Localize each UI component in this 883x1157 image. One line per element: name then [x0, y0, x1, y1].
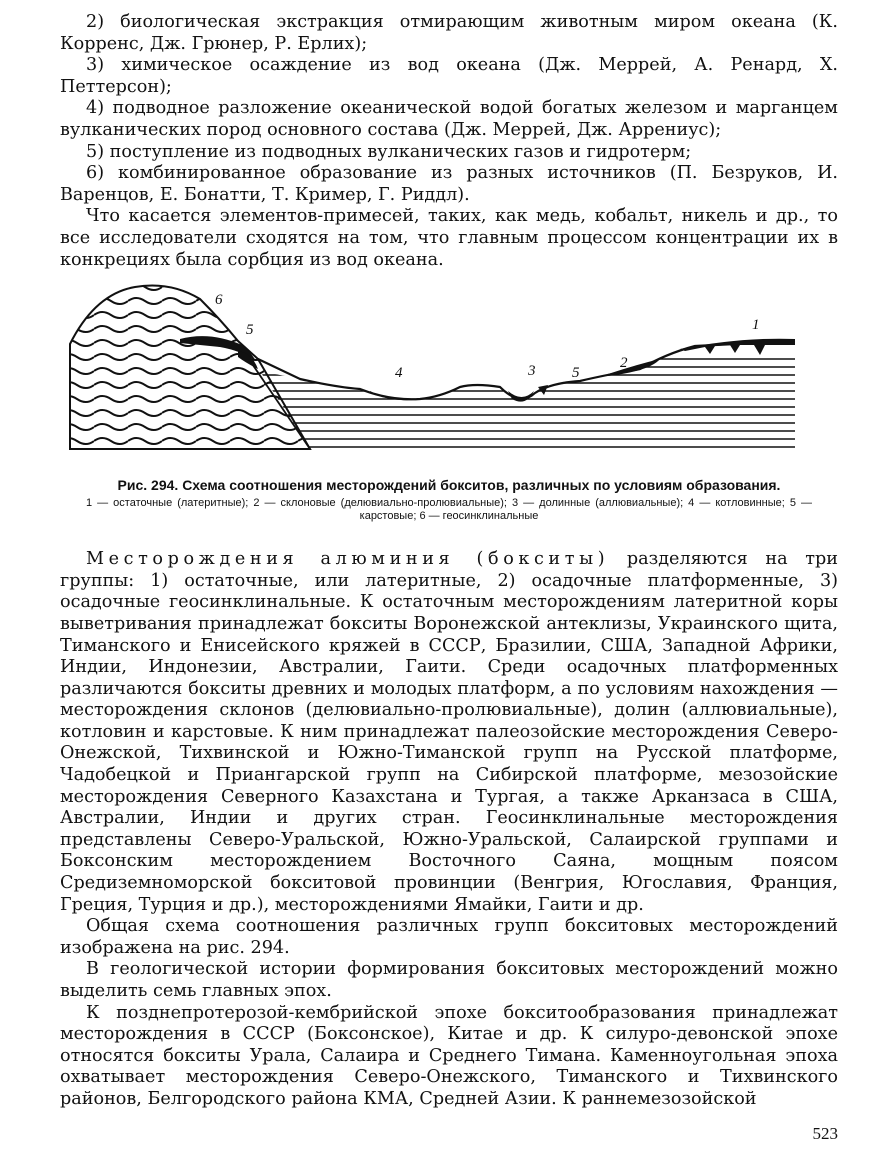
impurities-paragraph: Что касается элементов-примесей, таких, как медь, кобальт, никель и др., то все исследователи сходятся на том, что главным процессом концентрации их в конкрециях была сорбция из вод океана.: [60, 206, 838, 270]
figure-caption: Рис. 294. Схема соотношения месторождений бокситов, различных по условиям образования.: [117, 477, 781, 494]
proterozoic-paragraph: К позднепротерозой-кембрийской эпохе бокситообразования принадлежат месторождения в СССР (Боксонское), Китае и др. К силуро-девонской эпохе относятся бокситы Урала, Салаира и Среднего Тимана. Каменноугольная эпоха охватывает месторождения Северо-Онежского, Тиманского и Тихвинского районов, Белгородского района КМА, Средней Азии. К раннемезозойской: [60, 1002, 838, 1109]
label-5-left: 5: [246, 322, 254, 339]
label-4: 4: [395, 365, 403, 382]
list-item-4: 4) подводное разложение океанической водой богатых железом и марганцем вулканических пород основного состава (Дж. Меррей, Дж. Аррениус);: [60, 98, 838, 140]
label-1: 1: [752, 317, 760, 334]
bauxite-paragraph: [60, 549, 838, 916]
page-number: 523: [812, 1124, 838, 1143]
list-item-6: 6) комбинированное образование из разных источников (П. Безруков, И. Варенцов, Е. Бонатти, Т. Кример, Г. Риддл).: [60, 163, 838, 205]
list-item-2: 2) биологическая экстракция отмирающим животным миром океана (К. Корренс, Дж. Грюнер, Р. Ерлих);: [60, 12, 838, 54]
main-text: [60, 549, 838, 1110]
label-5: 5: [572, 365, 580, 382]
epochs-paragraph: В геологической истории формирования бокситовых месторождений можно выделить семь главных эпох.: [60, 959, 838, 1001]
section-lead: Месторождения алюминия (бокситы): [86, 549, 610, 570]
figure-294: [60, 279, 838, 475]
label-2: 2: [620, 355, 628, 372]
numbered-list-block: [60, 12, 838, 271]
list-item-5: 5) поступление из подводных вулканических газов и гидротерм;: [86, 141, 692, 162]
label-3: 3: [528, 363, 536, 380]
bauxite-deposit-schematic: [60, 279, 838, 475]
page-content: [60, 12, 838, 1111]
scheme-reference-paragraph: Общая схема соотношения различных групп бокситовых месторождений изображена на рис. 294.: [60, 916, 838, 958]
bauxite-paragraph-body: разделяются на три группы: 1) остаточные, или латеритные, 2) осадочные платформенные, 3) осадочные геосинклинальные. К остаточным месторождениям латеритной коры выветривания принадлежат бокситы Воронежской антеклизы, Украинского щита, Тиманского и Енисейского кряжей в СССР, Бразилии, США, Западной Африки, Индии, Индонезии, Австралии, Гаити. Среди осадочных платформенных различаются бокситы древних и молодых платформ, а по условиям нахождения — месторождения склонов (делювиально-пролювиальные), долин (аллювиальные), котловин и карстовые. К ним принадлежат палеозойские месторождения Северо-Онежской, Тихвинской и Южно-Тиманской групп на Русской платформе, Чадобецкой и Приангарской групп на Сибирской платформе, мезозойские месторождения Северного Казахстана и Тургая, а также Арканзаса в США, Австралии, Индии и других стран. Геосинклинальные месторождения представлены Северо-Уральской, Южно-Уральской, Салаирской группами и Боксонским месторождением Восточного Саяна, мощным поясом Средиземноморской бокситовой провинции (Венгрия, Югославия, Франция, Греция, Турция и др.), месторождениями Ямайки, Гаити и др.: [60, 549, 839, 915]
valley-deposit: [508, 391, 534, 402]
lateritic-deposit: [680, 339, 795, 355]
list-item-3: 3) химическое осаждение из вод океана (Дж. Меррей, А. Ренард, Х. Петтерсон);: [60, 55, 838, 97]
label-6: 6: [215, 292, 223, 309]
figure-legend: 1 — остаточные (латеритные); 2 — склоновые (делювиально-пролювиальные); 3 — долинные (аллювиальные); 4 — котловинные; 5 — карстовые; 6 — геосинклинальные: [86, 497, 812, 523]
